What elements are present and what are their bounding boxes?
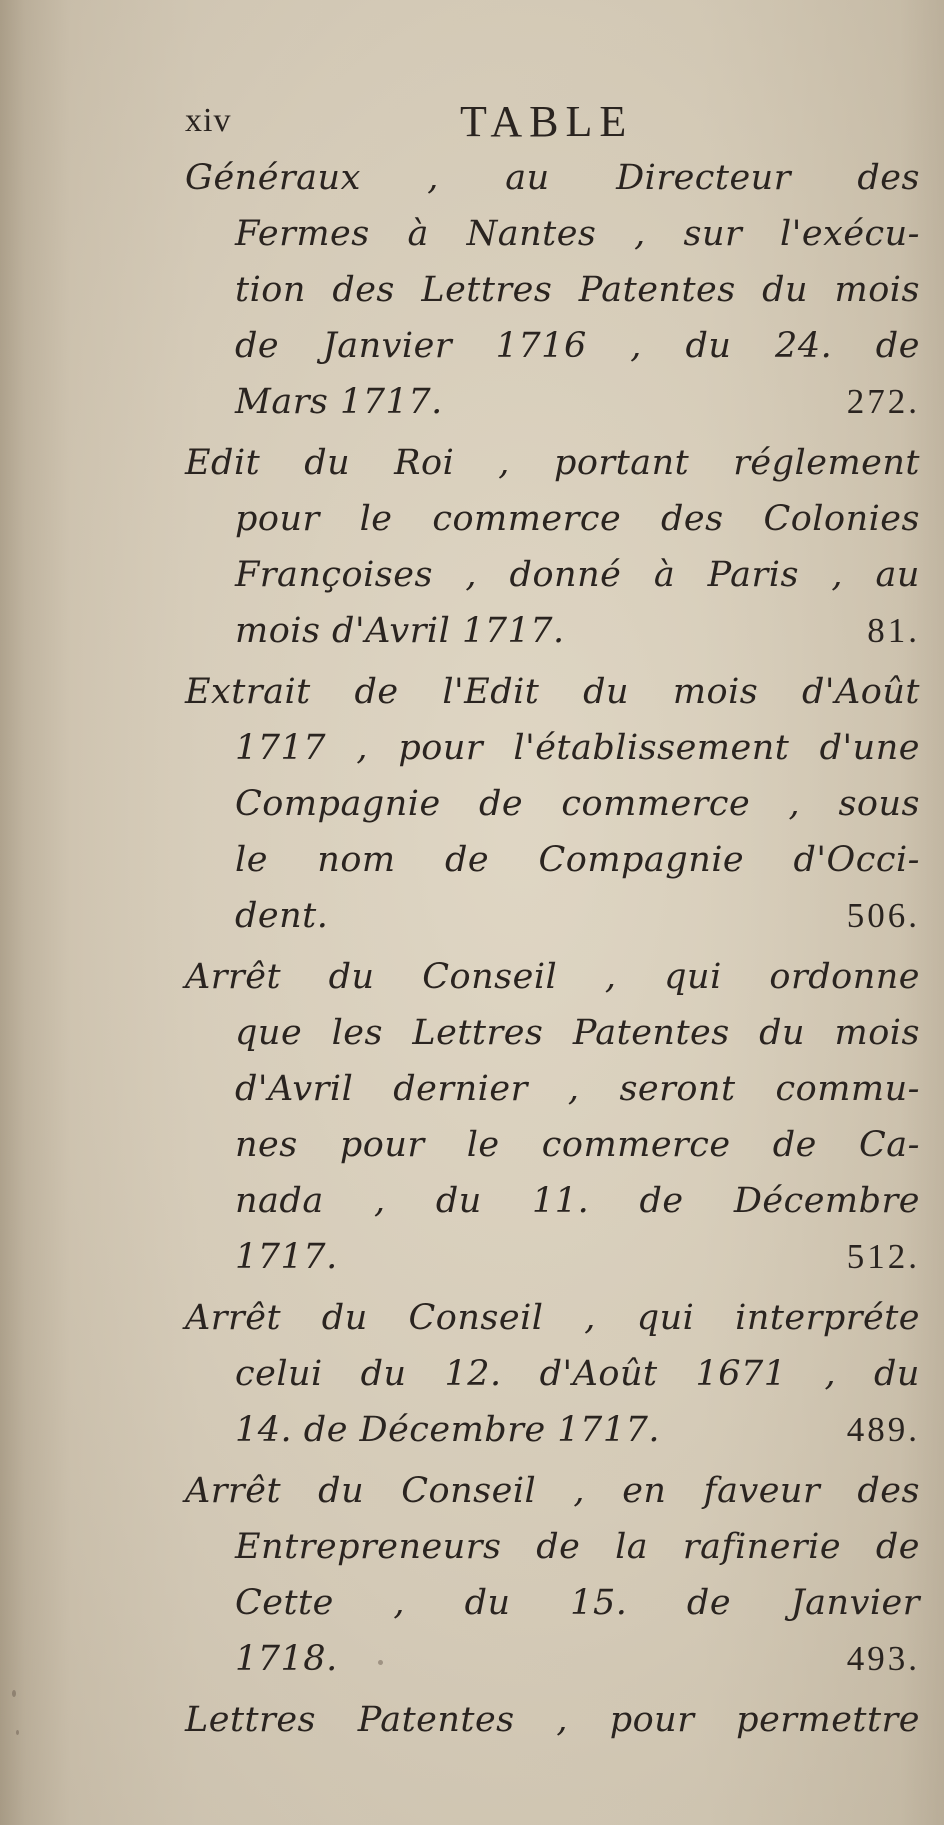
toc-entry-text: Généraux , au Directeur des — [185, 158, 920, 198]
paper-speck — [12, 1690, 16, 1697]
toc-entry-line — [185, 547, 920, 603]
toc-entry-text: Arrêt du Conseil , qui interpréte — [185, 1298, 920, 1338]
toc-entry — [185, 435, 920, 659]
toc-entry-text: Arrêt du Conseil , qui ordonne — [185, 957, 920, 997]
toc-entry-text: dent. — [235, 896, 329, 936]
page-number: xiv — [185, 102, 232, 139]
toc-entry-line — [185, 1575, 920, 1631]
toc-entry-text: que les Lettres Patentes du mois — [235, 1013, 920, 1053]
page-header — [185, 96, 920, 156]
toc-entry — [185, 664, 920, 944]
toc-page-reference: 506. — [846, 896, 920, 935]
toc-entry-line — [185, 832, 920, 888]
toc-entry-text: Fermes à Nantes , sur l'exécu- — [235, 214, 920, 254]
toc-entry-text: nes pour le commerce de Ca- — [235, 1125, 920, 1165]
toc-entry-text: Extrait de l'Edit du mois d'Août — [185, 672, 920, 712]
toc-page-reference: 493. — [846, 1639, 920, 1678]
toc-entry-text: le nom de Compagnie d'Occi- — [235, 840, 920, 880]
toc-entry-text: Arrêt du Conseil , en faveur des — [185, 1471, 920, 1511]
toc-page-reference: 489. — [846, 1410, 920, 1449]
toc-entry-text: nada , du 11. de Décembre — [235, 1181, 920, 1221]
toc-entry — [185, 1290, 920, 1458]
toc-entry-text: pour le commerce des Colonies — [235, 499, 920, 539]
toc-entry-text: celui du 12. d'Août 1671 , du — [235, 1354, 920, 1394]
toc-entry-last-line — [185, 1631, 920, 1687]
toc-entry-text: Françoises , donné à Paris , au — [235, 555, 920, 595]
toc-entry — [185, 1692, 920, 1748]
toc-entry-line — [185, 949, 920, 1005]
toc-entry-text: Compagnie de commerce , sous — [235, 784, 920, 824]
running-title: TABLE — [460, 97, 634, 146]
toc-entry-text: Lettres Patentes , pour permettre — [185, 1700, 920, 1740]
toc-entry-text: tion des Lettres Patentes du mois — [235, 270, 920, 310]
toc-entry — [185, 150, 920, 430]
toc-entry-line — [185, 1290, 920, 1346]
toc-entry — [185, 1463, 920, 1687]
toc-entry-line — [185, 1692, 920, 1748]
toc-entry-text: Cette , du 15. de Janvier — [235, 1583, 920, 1623]
toc-entry-last-line — [185, 1402, 920, 1458]
paper-speck — [16, 1730, 19, 1735]
toc-entry — [185, 949, 920, 1285]
toc-entry-line — [185, 1061, 920, 1117]
toc-entry-text: de Janvier 1716 , du 24. de — [235, 326, 920, 366]
toc-entry-line — [185, 206, 920, 262]
toc-entry-text: mois d'Avril 1717. — [235, 611, 565, 651]
toc-entry-line — [185, 318, 920, 374]
toc-entry-line — [185, 1005, 920, 1061]
toc-page-reference: 81. — [867, 611, 920, 650]
toc-entry-line — [185, 1519, 920, 1575]
toc-entry-line — [185, 491, 920, 547]
toc-entry-text: 1718. — [235, 1639, 338, 1679]
toc-entry-line — [185, 776, 920, 832]
toc-entry-text: Entrepreneurs de la rafinerie de — [235, 1527, 920, 1567]
toc-entry-line — [185, 1346, 920, 1402]
toc-entry-text: Mars 1717. — [235, 382, 443, 422]
toc-entry-last-line — [185, 374, 920, 430]
toc-entry-text: 1717. — [235, 1237, 338, 1277]
toc-entry-line — [185, 1173, 920, 1229]
toc-entry-last-line — [185, 888, 920, 944]
table-of-contents — [185, 150, 920, 1753]
toc-entry-last-line — [185, 603, 920, 659]
toc-entry-text: Edit du Roi , portant réglement — [185, 443, 920, 483]
toc-entry-line — [185, 720, 920, 776]
toc-entry-text: 1717 , pour l'établissement d'une — [235, 728, 920, 768]
toc-entry-last-line — [185, 1229, 920, 1285]
toc-entry-line — [185, 435, 920, 491]
toc-page-reference: 272. — [846, 382, 920, 421]
toc-entry-line — [185, 150, 920, 206]
toc-entry-text: d'Avril dernier , seront commu- — [235, 1069, 920, 1109]
toc-entry-line — [185, 1463, 920, 1519]
toc-entry-text: 14. de Décembre 1717. — [235, 1410, 660, 1450]
toc-page-reference: 512. — [846, 1237, 920, 1276]
toc-entry-line — [185, 1117, 920, 1173]
toc-entry-line — [185, 664, 920, 720]
toc-entry-line — [185, 262, 920, 318]
